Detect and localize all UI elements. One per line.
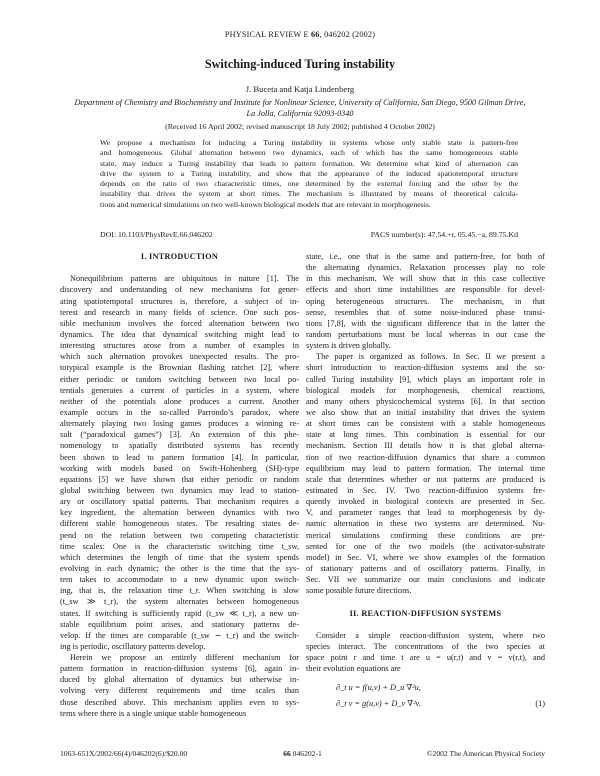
footer-page-number: 046202-1 [290,749,322,758]
text-line: and many others physicochemical systems [6]. In that section [306,396,545,406]
text-line: duced by global alternation of dynamics but otherwise in- [60,675,299,685]
pacs-numbers: PACS number(s): 47.54.+r, 05.45.−a, 89.75.Kd [370,230,518,239]
text-line: called Turing instability [9], which plays an important role in [306,374,545,384]
text-line: random perturbations must be local whereas in our case the [306,329,545,339]
text-line: Consider a simple reaction-diffusion system, where two [316,630,545,640]
text-line: merical simulations confirming these conditions are pre- [306,530,545,540]
text-line: tems where there is a single unique stable homogeneous [60,708,247,718]
text-line: equations [5] we have shown that either periodic or random [60,474,299,484]
text-line: tions [7,8], with the significant difference that in the latter the [306,318,545,328]
text-line: ing, that is, the relaxation time t_r. When switching is slow [60,586,299,596]
intro-paragraph-1 [60,273,299,652]
abstract-line: and homogeneous. Global alternation between two dynamics, each of which has the same homogeneous stable [100,148,518,158]
equation-u [306,680,545,696]
journal-volume: 66 [311,30,320,39]
doi-link[interactable]: DOI: 10.1103/PhysRevE.66.046202 [100,230,213,239]
text-line: pend on the relation between two competing characteristic [60,530,299,540]
paper-title: Switching-induced Turing instability [204,57,396,71]
text-line: of stationary patterns and of oscillatory patterns. Finally, in [306,563,545,573]
affiliation-line: Department of Chemistry and Biochemistry and Institute for Nonlinear Science, University of California, San Diego, 9500 Gilman Drive, [74,98,526,107]
intro-paragraph-4 [306,351,545,596]
text-line: tion of two reaction-diffusion dynamics that share a common [306,452,545,462]
abstract-line: instability that drives the system at short times. The mechanism is illustrated by means of theoretical calcula- [100,189,518,199]
equation-v [306,696,545,712]
text-line: equilibrium may lead to pattern formation. The internal time [306,463,545,473]
text-line: namic alternation in these two systems are determined. Nu- [306,519,545,529]
left-column [60,251,299,719]
text-line: evolving in each dynamic; the other is the time that the sys- [60,563,299,573]
text-line: interesting structures arose from a number of examples in [60,341,299,351]
text-line: sible mechanism involves the forced alternation between two [60,318,299,328]
text-line: short introduction to reaction-diffusion systems and the so- [306,363,545,373]
text-line: those described above. This mechanism applies even to sys- [60,697,299,707]
text-line: biological models for morphogenesis, chemical reactions, [306,385,545,395]
text-line: volving very different requirements and time scales than [60,686,299,696]
journal-header [0,30,600,39]
text-line: alternately playing two losing games produces a winning re- [60,419,299,429]
text-line: discovery and understanding of new mechanisms for gener- [60,285,299,295]
text-line: V, and parameter ranges that lead to morphogenesis by dy- [306,508,545,518]
text-line: neither of the potentials alone produces a current. Another [60,396,299,406]
text-line: effects and short time instabilities are responsible for devel- [306,285,545,295]
text-line: states. If switching is sufficiently rapid (t_sw ≪ t_r), a new un- [60,608,299,618]
text-line: their evolution equations are [306,664,401,674]
text-line: state at long times. This combination is essential for our [306,430,545,440]
intro-paragraph-2 [60,652,299,719]
affiliation [52,97,548,119]
text-line: system is driven globally. [306,341,391,351]
abstract-line: state, may induce a Turing instability that leads to pattern formation. We determine what kind of alternation can [100,158,518,168]
affiliation-line: La Jolla, California 92093-0340 [246,109,354,119]
abstract-line: drive the system to a Turing instability, and show that the appearance of the induced spatiotemporal structure [100,168,518,178]
equation-number: (1) [535,699,545,709]
text-line: model) in Sec. VI, where we show examples of the formation [306,552,545,562]
text-line: Herein we propose an entirely different mechanism for [70,653,299,663]
journal-name: PHYSICAL REVIEW E [224,30,309,39]
text-line: been shown to lead to pattern formation [4]. In particular, [60,452,299,462]
text-line: terest and research in many fields of science. One such pos- [60,307,299,317]
text-line: ary or oscillatory spatial patterns. That mechanism requires a [60,497,299,507]
text-line: tem takes to accommodate to a new dynamic upon switch- [60,575,299,585]
footer-volume: 66 [283,749,291,758]
journal-issue: , 046202 (2002) [319,30,376,39]
intro-paragraph-3 [306,251,545,351]
text-line: quently invoked in biological contexts are presented in Sec. [306,497,545,507]
text-line: The paper is organized as follows. In Sec. II we present a [316,352,545,362]
text-line: in this mechanism. We will show that in this case collective [306,274,545,284]
equation-v-expr: ∂_t v = g(u,v) + D_v ∇²v. [336,699,421,709]
text-line: scale that determines whether or not patterns are produced is [306,474,545,484]
text-line: space point r and time t are u = u(r,t) and v = v(r,t), and [306,653,545,663]
abstract-line: We propose a mechanism for inducing a Turing instability in systems whose only stable state is pattern-free [100,138,518,147]
text-line: state, i.e., one that is the same and pattern-free, for both of [306,252,545,261]
text-line: which such alternation provokes unexpected results. The pro- [60,352,299,362]
footer-issn: 1063-651X/2002/66(4)/046202(6)/$20.00 [60,749,188,758]
text-line: time scales: One is the characteristic switching time t_sw, [60,541,299,551]
text-line: oping heterogeneous structures. The mechanism, in that [306,296,545,306]
text-line: sented for one of the two models (the activator-substrate [306,541,545,551]
text-line: some possible future directions. [306,586,412,596]
section-heading-reaction-diffusion: II. REACTION-DIFFUSION SYSTEMS [349,608,502,618]
text-line: working with models based on Swift-Hohenberg (SH)-type [60,463,299,473]
text-line: stable equilibrium point arises, and stationary patterns de- [60,619,299,629]
text-line: ing is periodic, oscillatory patterns develop. [60,641,206,651]
abstract-line: tions and numerical simulations on two well-known biological models that are relevant in morphogenesis. [100,199,431,209]
text-line: ating spatiotemporal structures is, therefore, a subject of in- [60,296,299,306]
right-column [306,251,545,712]
text-line: the alternating dynamics. Relaxation processes play no role [306,263,545,273]
text-line: nomenology to spatially distributed systems has recently [60,441,299,451]
text-line: Nonequilibrium patterns are ubiquitous in nature [1]. The [70,274,299,284]
text-line: either periodic or random switching between two local po- [60,374,299,384]
text-line: (t_sw ≫ t_r), the system alternates between homogeneous [60,597,299,607]
footer-copyright: ©2002 The American Physical Society [426,749,545,758]
text-line: different stable homogeneous states. The resulting states de- [60,519,299,529]
text-line: Sec. VII we summarize our main conclusions and indicate [306,575,545,585]
text-line: sense, resembles that of some noise-induced phase transi- [306,307,545,317]
text-line: species interact. The concentrations of the two species at [306,641,545,651]
text-line: we also show that an initial instability that drives the system [306,407,545,417]
text-line: at short times can be consistent with a stable homogeneous [306,419,545,429]
text-line: totypical example is the Brownian flashing ratchet [2], where [60,363,299,373]
text-line: velop. If the times are comparable (t_sw ∼ t_r) and the switch- [60,630,299,640]
text-line: pattern formation in reaction-diffusion systems [6], again in- [60,664,299,674]
text-line: sult (“paradoxical games”) [3]. An extension of this phe- [60,430,299,440]
text-line: which determines the length of time that the system spends [60,552,299,562]
paper-authors: J. Buceta and Katja Lindenberg [245,84,355,94]
text-line: global switching between two dynamics may lead to station- [60,485,299,495]
abstract-line: depends on the ratio of two characteristic times, one determined by the external forcing and the other by the [100,179,518,189]
text-line: example occurs in the so-called Parrondo’s paradox, where [60,407,299,417]
section-heading-introduction: I. INTRODUCTION [140,252,219,261]
abstract [100,138,518,210]
text-line: mechanism. Section III details how it is that global alterna- [306,441,545,451]
text-line: tentials generates a current of particles in a system, where [60,385,299,395]
rd-paragraph-1 [306,630,545,675]
text-line: dynamics. The idea that dynamical switching might lead to [60,329,299,339]
received-dates: (Received 16 April 2002; revised manuscript 18 July 2002; published 4 October 2002) [165,122,435,131]
text-line: estimated in Sec. IV. Two reaction-diffusion systems fre- [306,485,545,495]
equation-u-expr: ∂_t u = f(u,v) + D_u ∇²u, [336,683,421,693]
text-line: key ingredient, the alternation between dynamics with two [60,508,299,518]
